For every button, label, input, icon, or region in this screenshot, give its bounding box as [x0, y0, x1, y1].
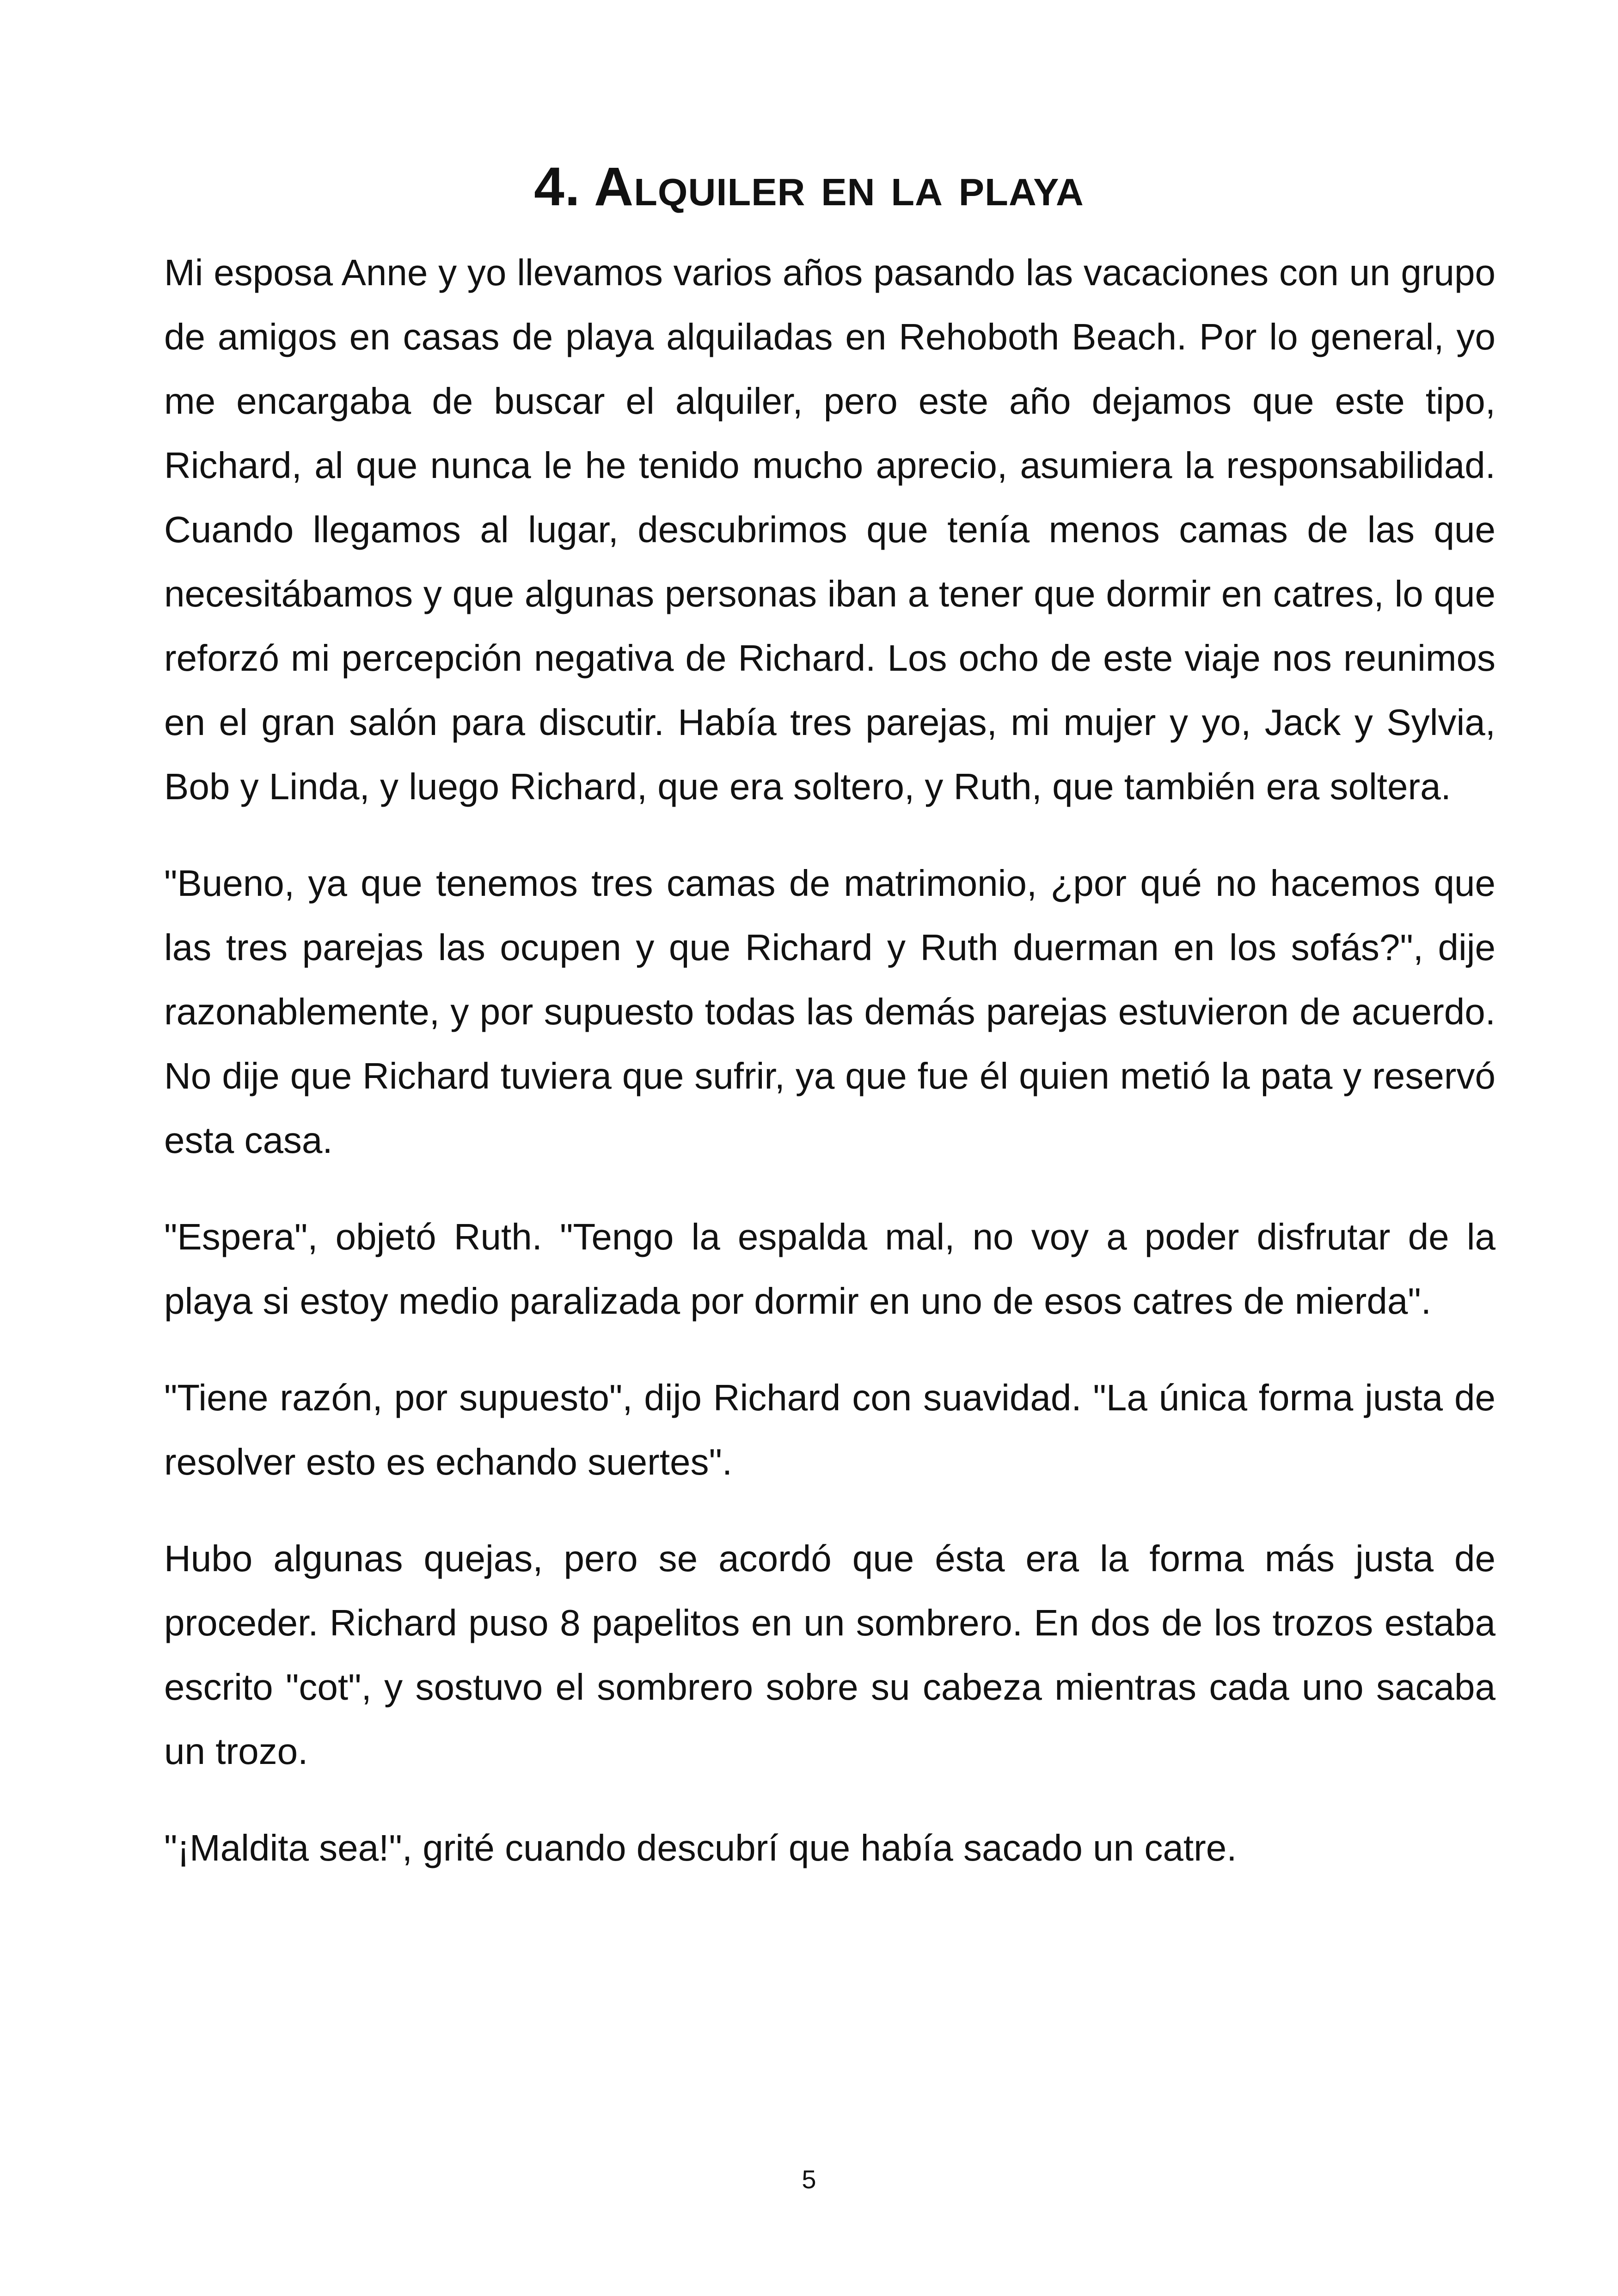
paragraph-4: "Tiene razón, por supuesto", dijo Richard con suavidad. "La única forma justa de resolver esto es echando suertes". [164, 1377, 1495, 1482]
page-number: 5 [802, 2165, 816, 2194]
paragraph-1: Mi esposa Anne y yo llevamos varios años pasando las vacaciones con un grupo de amigos en casas de playa alquiladas en Rehoboth Beach. Por lo general, yo me encargaba de buscar el alquiler, pero este año dejamos que este tipo, Richard, al que nunca le he tenido mucho aprecio, asumiera la responsabilidad. Cuando llegamos al lugar, descubrimos que tenía menos camas de las que necesitábamos y que algunas personas iban a tener que dormir en catres, lo que reforzó mi percepción negativa de Richard. Los ocho de este viaje nos reunimos en el gran salón para discutir. Había tres parejas, mi mujer y yo, Jack y Sylvia, Bob y Linda, y luego Richard, que era soltero, y Ruth, que también era soltera. [164, 252, 1495, 807]
chapter-body [164, 240, 1495, 1912]
paragraph-2: "Bueno, ya que tenemos tres camas de matrimonio, ¿por qué no hacemos que las tres parejas las ocupen y que Richard y Ruth duerman en los sofás?", dije razonablemente, y por supuesto todas las demás parejas estuvieron de acuerdo. No dije que Richard tuviera que sufrir, ya que fue él quien metió la pata y reservó esta casa. [164, 863, 1495, 1161]
paragraph-6: "¡Maldita sea!", grité cuando descubrí que había sacado un catre. [164, 1827, 1237, 1868]
chapter-title: 4. Alquiler en la playa [534, 156, 1084, 218]
paragraph-5: Hubo algunas quejas, pero se acordó que ésta era la forma más justa de proceder. Richard puso 8 papelitos en un sombrero. En dos de los trozos estaba escrito "cot", y sostuvo el sombrero sobre su cabeza mientras cada uno sacaba un trozo. [164, 1538, 1495, 1772]
paragraph-3: "Espera", objetó Ruth. "Tengo la espalda mal, no voy a poder disfrutar de la playa si estoy medio paralizada por dormir en uno de esos catres de mierda". [164, 1216, 1495, 1322]
